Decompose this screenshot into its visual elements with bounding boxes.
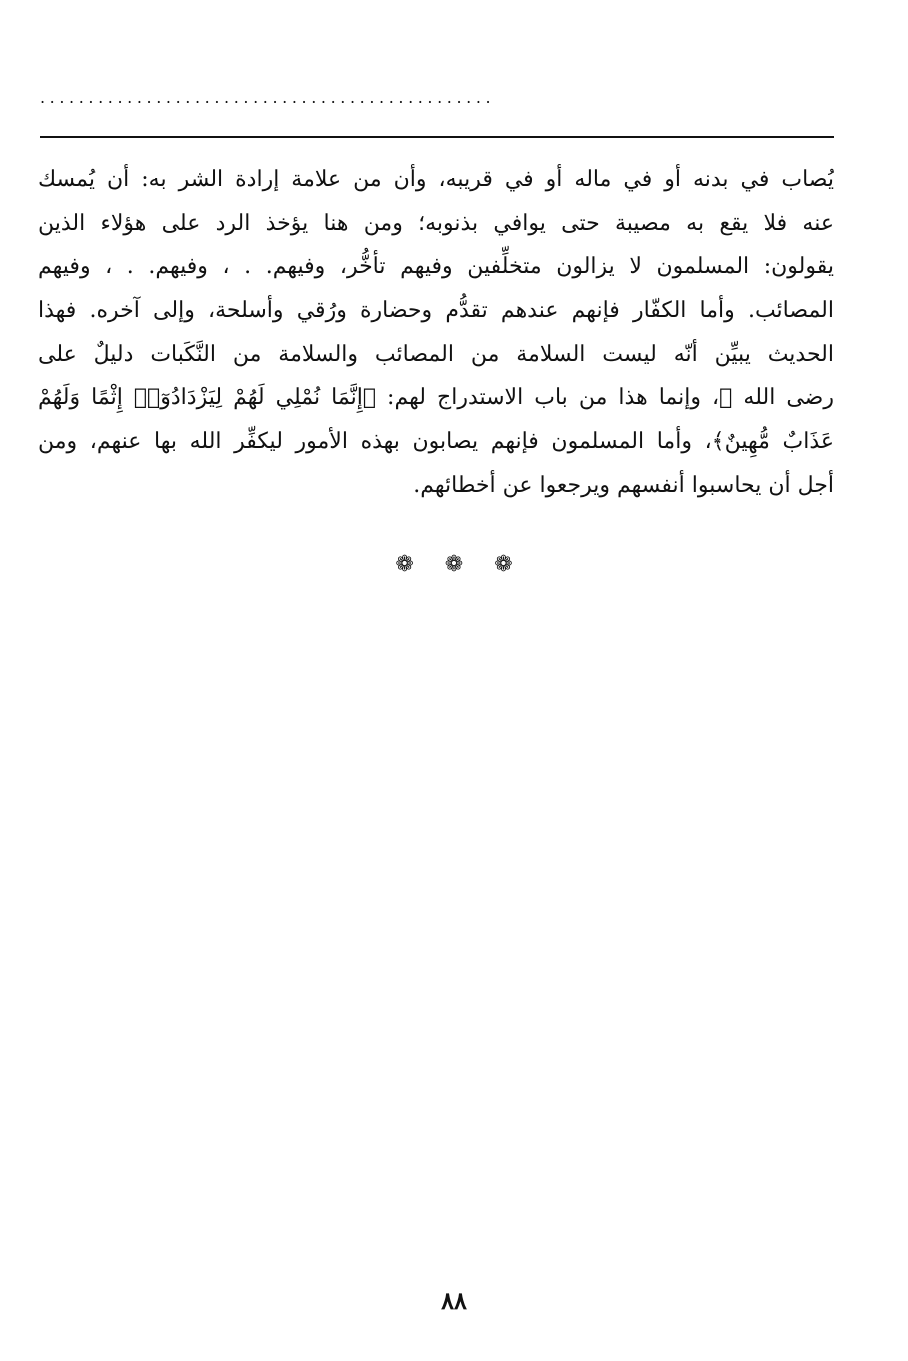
text-line: رضى الله ﷻ، وإنما هذا من باب الاستدراج لهم: ﴿إِنَّمَا نُمْلِي لَهُمْ لِيَزْدَادُوٓا۟ إِثْمًا وَلَهُمْ xyxy=(38,385,834,411)
page-number: ٨٨ xyxy=(441,1286,467,1315)
text-line: يُصاب في بدنه أو في ماله أو في قريبه، وأن من علامة إرادة الشر به: أن يُمسك xyxy=(38,167,834,192)
text-line: المصائب. وأما الكفّار فإنهم عندهم تقدُّم وحضارة ورُقي وأسلحة، وإلى آخره. فهذا xyxy=(38,298,834,324)
text-line: عنه فلا يقع به مصيبة حتى يوافي بذنوبه؛ ومن هنا يؤخذ الرد على هؤلاء الذين xyxy=(38,210,834,236)
text-line: الحديث يبيِّن أنّه ليست السلامة من المصائب والسلامة من النَّكَبات دليلٌ على xyxy=(38,341,834,367)
text-line: يقولون: المسلمون لا يزالون متخلِّفين وفيهم تأخُّر، وفيهم. . ، وفيهم. . ، وفيهم xyxy=(38,254,834,280)
text-line: أجل أن يحاسبوا أنفسهم ويرجعوا عن أخطائهم. xyxy=(413,472,834,498)
flower-ornament-icon: ❁ xyxy=(395,552,414,577)
header-dotted-line: ............................................... xyxy=(40,88,496,107)
text-line: عَذَابٌ مُّهِينٌ﴾، وأما المسلمون فإنهم يصابون بهذه الأمور ليكفِّر الله بها عنهم، ومن xyxy=(38,429,834,455)
header-rule xyxy=(40,136,834,138)
flower-ornament-icon: ❁ xyxy=(494,552,513,577)
body-paragraph xyxy=(38,158,834,508)
flower-ornament-icon: ❁ xyxy=(444,552,464,577)
section-separator xyxy=(0,552,908,577)
